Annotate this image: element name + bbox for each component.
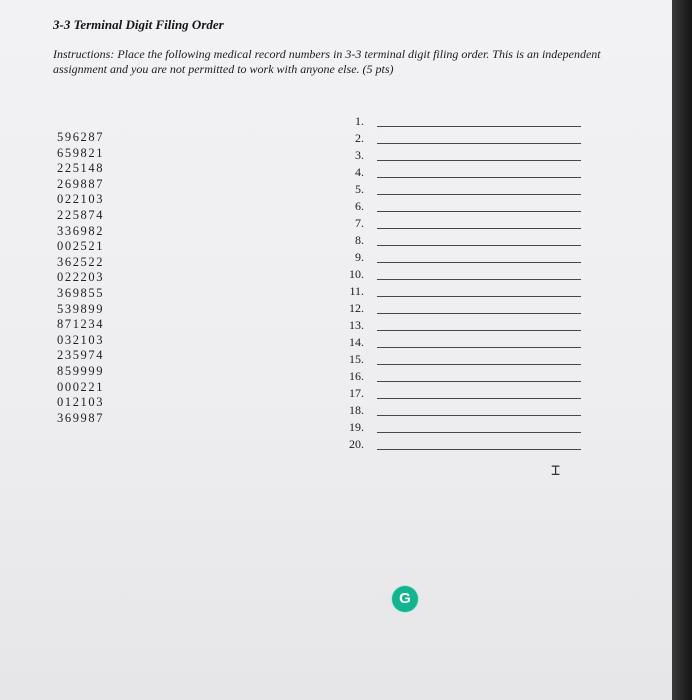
answer-number: 18.	[349, 403, 364, 417]
answer-number: 9.	[355, 250, 364, 264]
record-number: 012103	[57, 395, 105, 410]
answer-row	[330, 113, 590, 130]
record-number: 269887	[57, 176, 105, 191]
answer-row	[330, 317, 590, 334]
record-number: 369855	[57, 285, 105, 300]
answer-number: 10.	[349, 267, 364, 281]
answer-blank-line	[377, 126, 581, 127]
answer-number: 1.	[355, 114, 364, 128]
answer-row	[330, 385, 590, 402]
answer-number: 8.	[355, 233, 364, 247]
answer-row	[330, 368, 590, 385]
answer-blank-line	[377, 211, 581, 212]
worksheet-title: 3-3 Terminal Digit Filing Order	[53, 17, 224, 32]
answer-number: 19.	[349, 420, 364, 434]
record-number: 859999	[57, 363, 105, 378]
answer-row	[330, 164, 590, 181]
answer-number: 4.	[355, 165, 364, 179]
record-number: 871234	[57, 317, 105, 332]
record-number: 022203	[57, 270, 105, 285]
answer-blank-line	[377, 262, 581, 263]
answer-row	[330, 198, 590, 215]
answer-row	[330, 249, 590, 266]
answer-blank-line	[377, 347, 581, 348]
answer-number: 7.	[355, 216, 364, 230]
answer-blank-line	[377, 296, 581, 297]
answer-number: 5.	[355, 182, 364, 196]
answer-blank-line	[377, 143, 581, 144]
answer-blank-line	[377, 449, 581, 450]
record-number: 225874	[57, 207, 105, 222]
record-number-list	[57, 130, 147, 426]
answer-row	[330, 436, 590, 453]
answer-row	[330, 266, 590, 283]
answer-row	[330, 300, 590, 317]
answer-blank-line	[377, 432, 581, 433]
answer-row	[330, 334, 590, 351]
answer-list	[330, 113, 590, 453]
desk-background	[672, 0, 692, 700]
answer-row	[330, 215, 590, 232]
record-number: 596287	[57, 130, 105, 144]
grammarly-icon[interactable]: G	[392, 586, 418, 612]
answer-row	[330, 232, 590, 249]
answer-number: 13.	[349, 318, 364, 332]
answer-row	[330, 130, 590, 147]
answer-blank-line	[377, 415, 581, 416]
instructions-text: Instructions: Place the following medical record numbers in 3-3 terminal digit filing order. This is an independent assignment and you are not permitted to work with anyone else. (5 pts)	[53, 47, 601, 76]
record-number: 539899	[57, 301, 105, 316]
answer-blank-line	[377, 228, 581, 229]
answer-row	[330, 419, 590, 436]
record-number: 659821	[57, 145, 105, 160]
record-number: 369987	[57, 410, 105, 425]
record-number: 225148	[57, 161, 105, 176]
record-number: 362522	[57, 254, 105, 269]
answer-number: 12.	[349, 301, 364, 315]
answer-number: 14.	[349, 335, 364, 349]
answer-number: 3.	[355, 148, 364, 162]
answer-row	[330, 351, 590, 368]
answer-blank-line	[377, 245, 581, 246]
answer-number: 6.	[355, 199, 364, 213]
answer-number: 16.	[349, 369, 364, 383]
record-number: 002521	[57, 239, 105, 254]
answer-blank-line	[377, 330, 581, 331]
answer-blank-line	[377, 177, 581, 178]
answer-blank-line	[377, 313, 581, 314]
answer-row	[330, 283, 590, 300]
record-number: 235974	[57, 348, 105, 363]
record-number: 022103	[57, 192, 105, 207]
answer-row	[330, 147, 590, 164]
answer-number: 20.	[349, 437, 364, 451]
answer-blank-line	[377, 160, 581, 161]
answer-blank-line	[377, 364, 581, 365]
answer-number: 2.	[355, 131, 364, 145]
answer-blank-line	[377, 381, 581, 382]
answer-blank-line	[377, 194, 581, 195]
answer-number: 17.	[349, 386, 364, 400]
record-number: 000221	[57, 379, 105, 394]
record-number: 336982	[57, 223, 105, 238]
record-number: 032103	[57, 332, 105, 347]
answer-number: 15.	[349, 352, 364, 366]
answer-blank-line	[377, 398, 581, 399]
answer-number: 11.	[349, 284, 364, 298]
answer-row	[330, 181, 590, 198]
answer-blank-line	[377, 279, 581, 280]
answer-row	[330, 402, 590, 419]
text-cursor-icon: ⌶	[551, 461, 561, 479]
